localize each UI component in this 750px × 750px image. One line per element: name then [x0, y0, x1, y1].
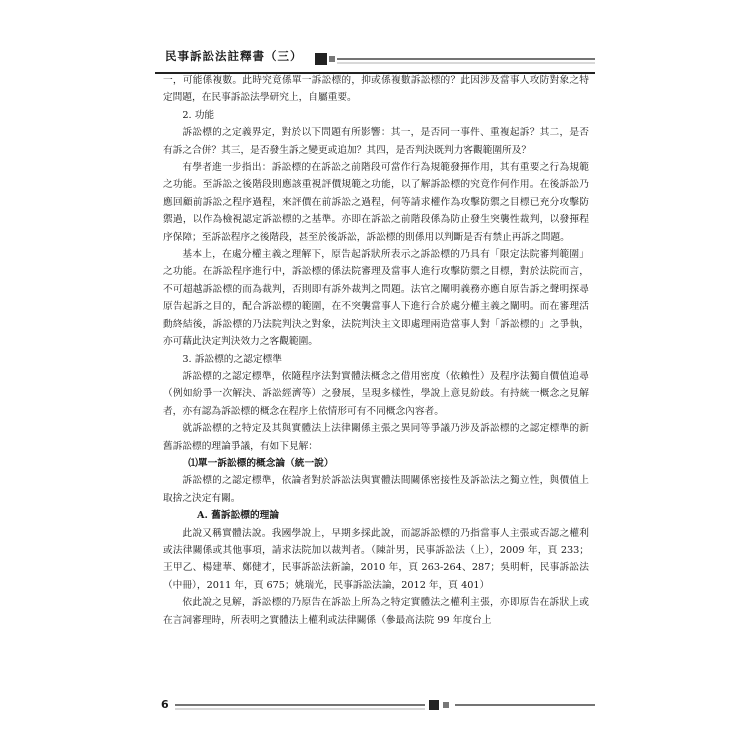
- section-heading-criteria: 3. 訴訟標的之認定標準: [182, 353, 282, 365]
- paragraph-criteria: 訴訟標的之認定標準，依隨程序法對實體法概念之借用密度（依賴性）及程序法獨自價值追尋（例如紛爭一次解決、訴訟經濟等）之發展，呈現多樣性，學說上意見紛歧。有持統一概念之見解者，亦有認為訴訟標的概念在程序上依情形可有不同概念內容者。: [163, 370, 589, 417]
- paragraph-function-effects: 訴訟標的之定義界定，對於以下問題有所影響：其一，是否同一事件、重複起訴？其二，是否有訴之合併？其三，是否發生訴之變更或追加？其四，是否判決既判力客觀範圍所及？: [163, 127, 589, 156]
- subheading-unified-theory: ⑴單一訴訟標的概念論（統一說）: [188, 457, 334, 469]
- paragraph-old-theory-view: 依此說之見解，訴訟標的乃原告在訴訟上所為之特定實體法之權利主張，亦即原告在訴狀上或在言詞審理時，所表明之實體法上權利或法律關係（參最高法院 99 年度台上: [163, 597, 589, 626]
- section-heading-function: 2. 功能: [182, 109, 215, 121]
- paragraph-disposition-principle: 基本上，在處分權主義之理解下，原告起訴狀所表示之訴訟標的乃具有「限定法院審判範圍」之功能。在訴訟程序進行中，訴訟標的係法院審理及當事人進行攻擊防禦之目標，對於法院而言，不可超越訴訟標的而為裁判，否則即有訴外裁判之問題。法官之闡明義務亦應自原告訴之聲明探尋原告起訴之目的，配合訴訟標的範圍，在不突襲當事人下進行合於處分權主義之闡明。而在審理活動終結後，訴訟標的乃法院判決之對象，法院判決主文即處理兩造當事人對「訴訟標的」之爭執，亦可藉此決定判決效力之客觀範圍。: [163, 249, 589, 348]
- book-title: 民事訴訟法註釋書（三）: [165, 49, 303, 63]
- paragraph-theory-dispute: 就訴訟標的之特定及其與實體法上法律關係主張之異同等爭議乃涉及訴訟標的之認定標準的新舊訴訟標的理論爭議，有如下見解：: [163, 423, 589, 452]
- paragraph-unified-theory: 訴訟標的之認定標準，依論者對於訴訟法與實體法間關係密接性及訴訟法之獨立性，與價值上取捨之決定有關。: [163, 475, 589, 504]
- footer-ornament-icon: [175, 696, 595, 714]
- paragraph-continued: 一，可能係複數。此時究竟係單一訴訟標的，抑或係複數訴訟標的？此因涉及當事人攻防對象之特定問題，在民事訴訟法學研究上，自屬重要。: [163, 75, 589, 104]
- running-header: [155, 46, 595, 74]
- book-page: [155, 32, 595, 722]
- subheading-old-theory: A. 舊訴訟標的理論: [196, 510, 280, 522]
- page-footer: [155, 694, 595, 716]
- header-ornament-icon: [315, 52, 595, 66]
- paragraph-scholar-view: 有學者進一步指出：訴訟標的在訴訟之前階段可當作行為規範發揮作用，其有重要之行為規範之功能。至訴訟之後階段則應該重視評價規範之功能，以了解訴訟標的究竟作何作用。在後訴訟乃應回顧前訴訟之程序過程，來評價在前訴訟之過程，何等請求權作為攻擊防禦之目標已充分攻擊防禦過，以作為檢視認定訴訟標的之基準。亦即在訴訟之前階段係為防止發生突襲性裁判，以發揮程序保障；至訴訟程序之後階段，甚至於後訴訟，訴訟標的則係用以判斷是否有禁止再訴之問題。: [163, 162, 589, 243]
- page-number: 6: [161, 698, 169, 711]
- paragraph-old-theory: 此說又稱實體法說。我國學說上，早期多採此說，而認訴訟標的乃指當事人主張或否認之權利或法律關係或其他事項，請求法院加以裁判者。（陳計男，民事訴訟法（上），2009 年，頁 233；王甲乙、楊建華、鄭健才，民事訴訟法新論，2010 年，頁 263-264、287；吳明軒，民事訴訟法（中冊），2011 年，頁 675；姚瑞光，民事訴訟法論，2012 年，頁 401）: [163, 527, 589, 591]
- body-text: [163, 72, 589, 629]
